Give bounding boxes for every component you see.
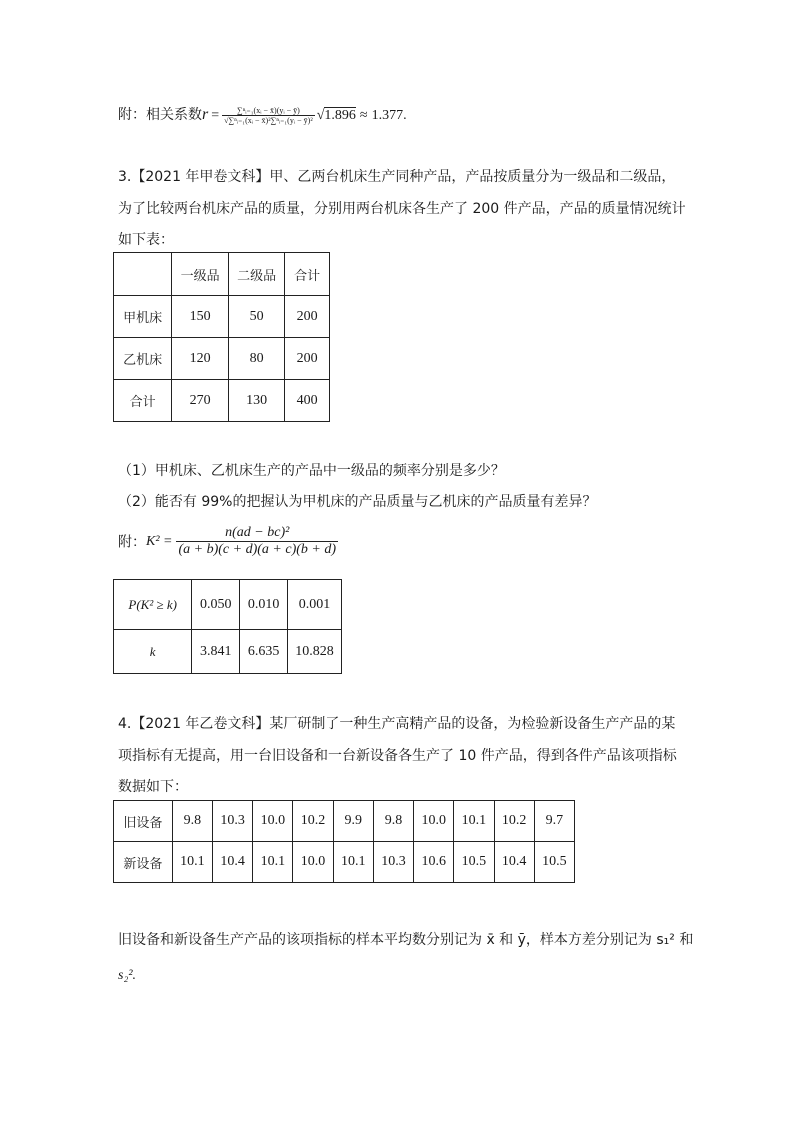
- table-cell: 10.2: [494, 801, 534, 842]
- problem3-line3: 如下表：: [118, 232, 174, 248]
- table-row: [114, 842, 575, 883]
- row-label: 合计: [114, 380, 172, 422]
- table-cell: 10.1: [454, 801, 494, 842]
- problem4-line2: 项指标有无提高，用一台旧设备和一台新设备各生产了 10 件产品，得到各件产品该项指标: [118, 748, 677, 764]
- table-row: [114, 338, 330, 380]
- table-cell: 10.0: [293, 842, 333, 883]
- table-cell: 9.8: [373, 801, 413, 842]
- k-label: k: [114, 630, 192, 674]
- table-header: 一级品: [172, 253, 228, 296]
- problem4-line3: 数据如下：: [118, 779, 188, 795]
- table-cell: 270: [172, 380, 228, 422]
- device-table: [113, 800, 575, 883]
- approx-sign: ≈: [359, 108, 368, 123]
- table-row: [114, 580, 342, 630]
- quality-table: [113, 252, 330, 422]
- problem4-line5: s₂².: [118, 968, 137, 983]
- table-cell: 400: [285, 380, 330, 422]
- table-cell: 50: [228, 296, 284, 338]
- table-header: 合计: [285, 253, 330, 296]
- table-cell: 150: [172, 296, 228, 338]
- k2-denominator: (a + b)(c + d)(a + c)(b + d): [178, 542, 336, 557]
- table-cell: 10.5: [534, 842, 574, 883]
- appendix-prefix: 附：相关系数: [118, 107, 202, 123]
- table-cell: 10.0: [414, 801, 454, 842]
- correlation-formula: [118, 104, 407, 125]
- row-label: 旧设备: [114, 801, 173, 842]
- probability-label: P(K² ≥ k): [114, 580, 192, 630]
- table-cell: 10.2: [293, 801, 333, 842]
- table-cell: 80: [228, 338, 284, 380]
- correlation-fraction: [222, 106, 315, 125]
- correlation-numerator: ∑ⁿᵢ₌₁(xᵢ − x̄)(yᵢ − ȳ): [222, 106, 315, 116]
- table-cell: 200: [285, 296, 330, 338]
- table-cell: 200: [285, 338, 330, 380]
- table-cell: 6.635: [240, 630, 288, 674]
- r-symbol: r: [202, 106, 209, 123]
- table-cell: 10.3: [373, 842, 413, 883]
- table-header: 二级品: [228, 253, 284, 296]
- table-cell: 0.001: [288, 580, 342, 630]
- table-cell: 10.3: [213, 801, 253, 842]
- table-cell: 10.4: [213, 842, 253, 883]
- table-cell: 10.6: [414, 842, 454, 883]
- table-cell: [114, 253, 172, 296]
- table-row: [114, 296, 330, 338]
- table-cell: 10.828: [288, 630, 342, 674]
- table-cell: 0.050: [192, 580, 240, 630]
- table-cell: 10.4: [494, 842, 534, 883]
- k2-lhs: K² =: [146, 533, 173, 549]
- table-cell: 10.5: [454, 842, 494, 883]
- problem4-line1: 4.【2021 年乙卷文科】某厂研制了一种生产高精产品的设备，为检验新设备生产产品的某: [118, 716, 676, 732]
- row-label: 甲机床: [114, 296, 172, 338]
- question-1: （1）甲机床、乙机床生产的产品中一级品的频率分别是多少？: [118, 463, 505, 479]
- correlation-denominator: √∑ⁿᵢ₌₁(xᵢ − x̄)²∑ⁿᵢ₌₁(yᵢ − ȳ)²: [224, 115, 313, 125]
- table-cell: 3.841: [192, 630, 240, 674]
- k2-fraction: [176, 525, 338, 558]
- problem4-line4: 旧设备和新设备生产产品的该项指标的样本平均数分别记为 x̄ 和 ȳ，样本方差分别记为 s₁² 和: [118, 932, 694, 948]
- equals-sign: =: [211, 108, 220, 123]
- row-label: 新设备: [114, 842, 173, 883]
- table-cell: 9.8: [172, 801, 212, 842]
- table-cell: 9.9: [333, 801, 373, 842]
- table-cell: 10.1: [172, 842, 212, 883]
- table-cell: 9.7: [534, 801, 574, 842]
- appendix-label: 附：: [118, 534, 146, 551]
- question-2: （2）能否有 99%的把握认为甲机床的产品质量与乙机床的产品质量有差异？: [118, 494, 597, 510]
- chi-square-formula: [118, 525, 338, 558]
- sqrt-sign: √: [316, 108, 325, 123]
- sqrt-value: 1.896: [324, 108, 356, 123]
- table-row: [114, 630, 342, 674]
- table-cell: 0.010: [240, 580, 288, 630]
- row-label: 乙机床: [114, 338, 172, 380]
- table-cell: 130: [228, 380, 284, 422]
- critical-value-table: [113, 579, 342, 674]
- problem3-line2: 为了比较两台机床产品的质量，分别用两台机床各生产了 200 件产品，产品的质量情况统计: [118, 201, 686, 217]
- table-cell: 10.0: [253, 801, 293, 842]
- table-row: [114, 801, 575, 842]
- table-cell: 120: [172, 338, 228, 380]
- table-cell: 10.1: [253, 842, 293, 883]
- problem3-line1: 3.【2021 年甲卷文科】甲、乙两台机床生产同种产品，产品按质量分为一级品和二级品，: [118, 169, 676, 185]
- table-row: [114, 380, 330, 422]
- table-cell: 10.1: [333, 842, 373, 883]
- correlation-result: 1.377.: [371, 108, 407, 123]
- k2-numerator: n(ad − bc)²: [176, 525, 338, 542]
